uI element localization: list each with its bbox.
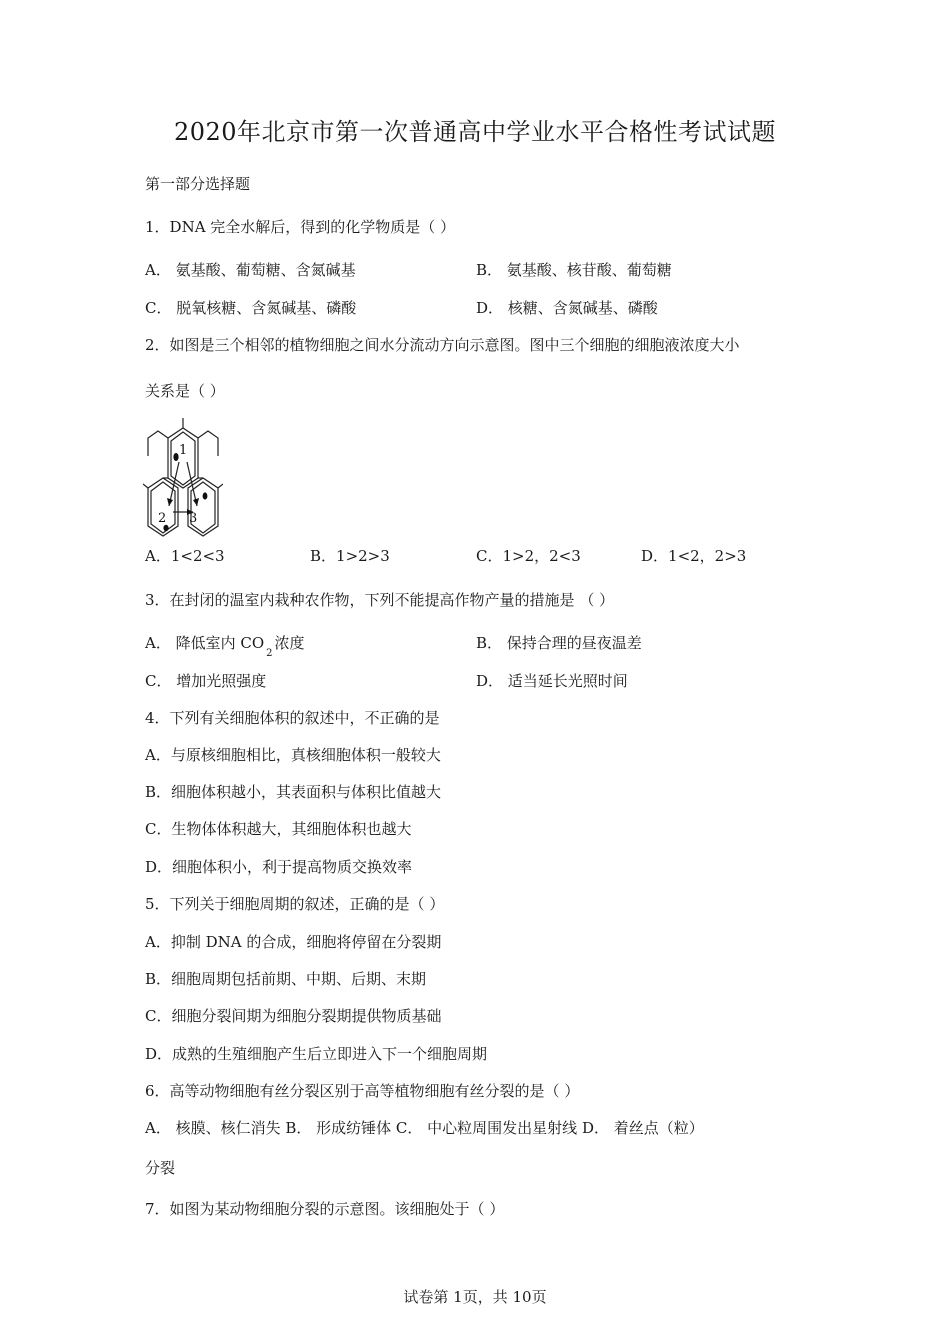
question-4-option-d: D．细胞体积小，利于提高物质交换效率 xyxy=(145,858,413,876)
question-4-option-c: C．生物体体积越大，其细胞体积也越大 xyxy=(145,820,412,838)
page-title: 2020年北京市第一次普通高中学业水平合格性考试试题 xyxy=(173,118,777,146)
question-6-options: A． 核膜、核仁消失 B． 形成纺锤体 C． 中心粒周围发出星射线 D． 着丝点（粒） xyxy=(145,1119,704,1137)
question-6-options-continued: 分裂 xyxy=(145,1159,176,1177)
question-2-stem-line1: 2．如图是三个相邻的植物细胞之间水分流动方向示意图。图中三个细胞的细胞液浓度大小 xyxy=(145,336,740,354)
cell-label-3: 3 xyxy=(189,511,198,526)
question-1-option-a: A． 氨基酸、葡萄糖、含氮碱基 xyxy=(145,261,356,279)
co2-subscript: 2 xyxy=(266,648,273,659)
question-1-option-c: C． 脱氧核糖、含氮碱基、磷酸 xyxy=(145,299,357,317)
question-5-stem: 5．下列关于细胞周期的叙述，正确的是（ ） xyxy=(145,895,445,913)
question-3-option-a xyxy=(145,632,305,659)
question-5-option-c: C．细胞分裂间期为细胞分裂期提供物质基础 xyxy=(145,1007,442,1025)
question-3-option-c: C． 增加光照强度 xyxy=(145,672,267,690)
page-footer: 试卷第 1页，共 10页 xyxy=(403,1288,547,1306)
question-3-option-a-text: A． 降低室内 CO xyxy=(145,634,265,652)
question-5-option-d: D．成熟的生殖细胞产生后立即进入下一个细胞周期 xyxy=(145,1045,488,1063)
cell-label-1: 1 xyxy=(179,443,188,458)
question-2-option-b: B．1>2>3 xyxy=(310,547,390,565)
question-4-option-a: A．与原核细胞相比，真核细胞体积一般较大 xyxy=(145,746,441,764)
question-7-stem: 7．如图为某动物细胞分裂的示意图。该细胞处于（ ） xyxy=(145,1200,505,1218)
question-1-option-d: D． 核糖、含氮碱基、磷酸 xyxy=(476,299,658,317)
question-5-option-b: B．细胞周期包括前期、中期、后期、末期 xyxy=(145,970,427,988)
question-1-stem: 1．DNA 完全水解后，得到的化学物质是（ ） xyxy=(145,218,456,236)
question-4-stem: 4．下列有关细胞体积的叙述中，不正确的是 xyxy=(145,709,440,727)
plant-cells-figure xyxy=(143,416,223,538)
question-3-option-b: B． 保持合理的昼夜温差 xyxy=(476,634,642,652)
question-6-stem: 6．高等动物细胞有丝分裂区别于高等植物细胞有丝分裂的是（ ） xyxy=(145,1082,580,1100)
question-2-option-c: C．1>2，2<3 xyxy=(476,547,581,565)
section-heading: 第一部分选择题 xyxy=(145,175,251,193)
question-2-stem-line2: 关系是（ ） xyxy=(145,382,225,400)
question-2-option-a: A．1<2<3 xyxy=(145,547,225,565)
question-2-option-d: D．1<2，2>3 xyxy=(641,547,747,565)
question-1-option-b: B． 氨基酸、核苷酸、葡萄糖 xyxy=(476,261,672,279)
question-4-option-b: B．细胞体积越小，其表面积与体积比值越大 xyxy=(145,783,442,801)
question-3-stem: 3．在封闭的温室内栽种农作物，下列不能提高作物产量的措施是 （ ） xyxy=(145,591,615,609)
question-3-option-d: D． 适当延长光照时间 xyxy=(476,672,628,690)
question-3-option-a-suffix: 浓度 xyxy=(274,634,305,652)
question-5-option-a: A．抑制 DNA 的合成，细胞将停留在分裂期 xyxy=(145,933,442,951)
cell-label-2: 2 xyxy=(158,511,167,526)
